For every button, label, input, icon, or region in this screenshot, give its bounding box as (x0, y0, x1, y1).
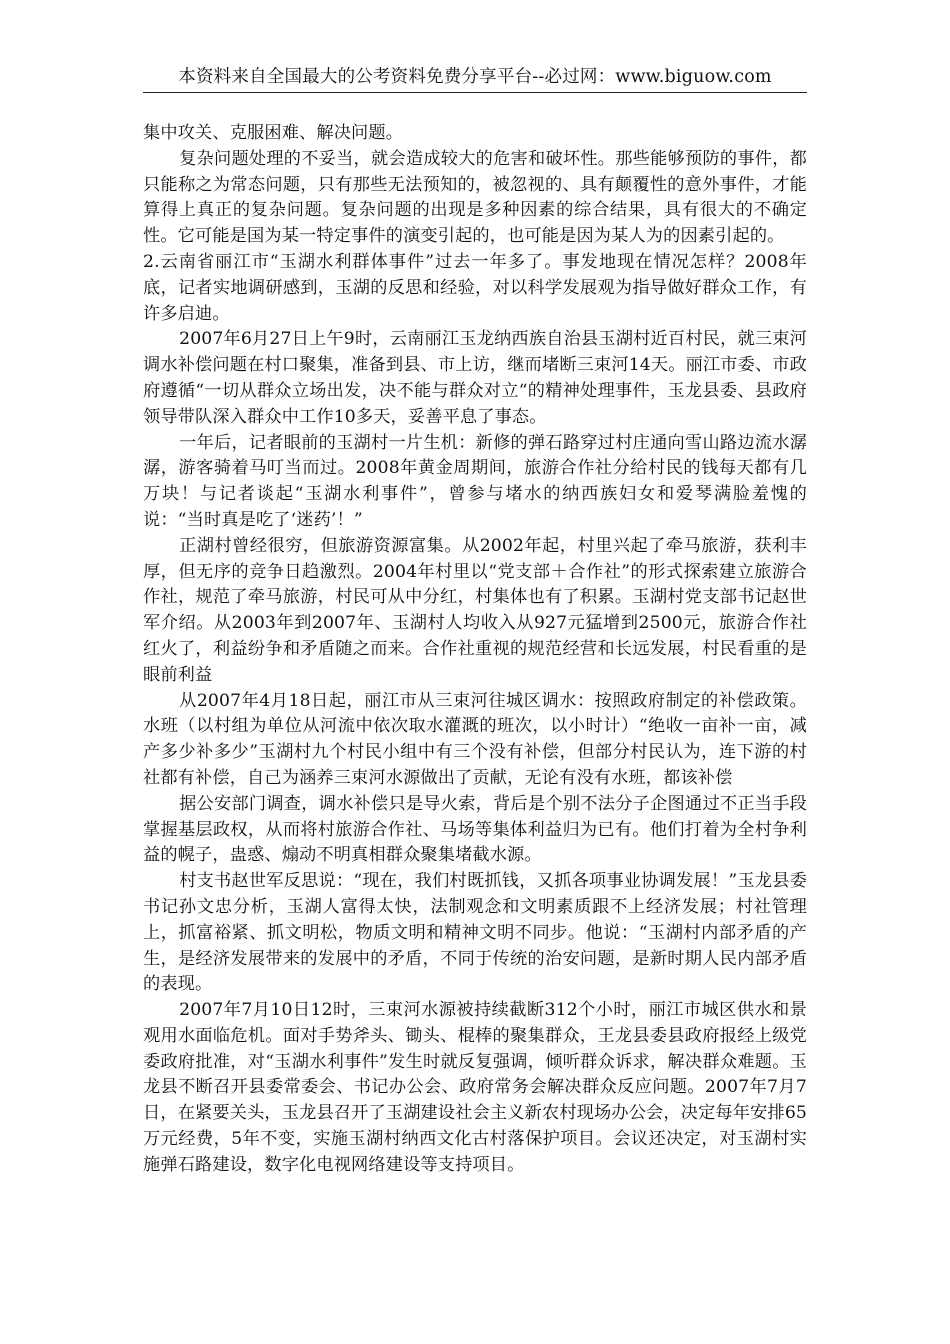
paragraph-6: 正湖村曾经很穷，但旅游资源富集。从2002年起，村里兴起了牵马旅游，获利丰厚，但无序的竞争日趋激烈。2004年村里以“党支部＋合作社”的形式探索建立旅游合作社，规范了牵马旅游，村民可从中分红，村集体也有了积累。玉湖村党支部书记赵世军介绍。从2003年到2007年、玉湖村人均收入从927元猛增到2500元，旅游合作社红火了，利益纷争和矛盾随之而来。合作社重视的规范经营和长远发展，村民看重的是眼前利益 (143, 535, 807, 685)
paragraph-10: 2007年7月10日12时，三束河水源被持续截断312个小时，丽江市城区供水和景观用水面临危机。面对手势斧头、锄头、棍棒的聚集群众，王龙县委县政府报经上级党委政府批准，对“玉湖水利事件”发生时就反复强调，倾听群众诉求，解决群众难题。玉龙县不断召开县委常委会、书记办公会、政府常务会解决群众反应问题。2007年7月7日，在紧要关头，玉龙县召开了玉湖建设社会主义新农村现场办公会，决定每年安排65万元经费，5年不变，实施玉湖村纳西文化古村落保护项目。会议还决定，对玉湖村实施弹石路建设，数字化电视网络建设等支持项目。 (143, 1000, 807, 1175)
body-text (143, 121, 807, 1179)
paragraph-4: 2007年6月27日上午9时，云南丽江玉龙纳西族自治县玉湖村近百村民，就三束河调水补偿问题在村口聚集，准备到县、市上访，继而堵断三束河14天。丽江市委、市政府遵循“一切从群众立场出发，决不能与群众对立“的精神处理事件，玉龙县委、县政府领导带队深入群众中工作10多天，妥善平息了事态。 (143, 329, 807, 427)
paragraph-9: 村支书赵世军反思说：“现在，我们村既抓钱，又抓各项事业协调发展！”玉龙县委书记孙文忠分析，玉湖人富得太快，法制观念和文明素质跟不上经济发展；村社管理上，抓富裕紧、抓文明松，物质文明和精神文明不同步。他说：“玉湖村内部矛盾的产生，是经济发展带来的发展中的矛盾，不同于传统的治安问题，是新时期人民内部矛盾的表现。 (143, 871, 807, 995)
paragraph-7: 从2007年4月18日起，丽江市从三束河往城区调水：按照政府制定的补偿政策。水班（以村组为单位从河流中依次取水灌溉的班次，以小时计）“绝收一亩补一亩，减产多少补多少”玉湖村九个村民小组中有三个没有补偿，但部分村民认为，连下游的村社都有补偿，自己为涵养三束河水源做出了贡献，无论有没有水班，都该补偿 (143, 690, 807, 788)
paragraph-2: 复杂问题处理的不妥当，就会造成较大的危害和破坏性。那些能够预防的事件，都只能称之为常态问题，只有那些无法预知的，被忽视的、具有颠覆性的意外事件，才能算得上真正的复杂问题。复杂问题的出现是多种因素的综合结果，具有很大的不确定性。它可能是国为某一特定事件的演变引起的，也可能是因为某人为的因素引起的。 (143, 148, 807, 247)
paragraph-5: 一年后，记者眼前的玉湖村一片生机：新修的弹石路穿过村庄通向雪山路边流水潺潺，游客骑着马叮当而过。2008年黄金周期间，旅游合作社分给村民的钱每天都有几万块！与记者谈起“玉湖水利事件”，曾参与堵水的纳西族妇女和爱琴满脸羞愧的说：“当时真是吃了‘迷药’！” (143, 432, 807, 530)
page-header: 本资料来自全国最大的公考资料免费分享平台--必过网：www.biguow.com (143, 62, 807, 93)
paragraph-1: 集中攻关、克服困难、解决问题。 (143, 123, 404, 143)
paragraph-8: 据公安部门调查，调水补偿只是导火索，背后是个别不法分子企图通过不正当手段掌握基层政权，从而将村旅游合作社、马场等集体利益归为已有。他们打着为全村争利益的幌子，蛊惑、煽动不明真相群众聚集堵截水源。 (143, 793, 807, 866)
paragraph-3-question: 2.云南省丽江市“玉湖水利群体事件”过去一年多了。事发地现在情况怎样？2008年底，记者实地调研感到，玉湖的反思和经验，对以科学发展观为指导做好群众工作，有许多启迪。 (143, 251, 807, 324)
